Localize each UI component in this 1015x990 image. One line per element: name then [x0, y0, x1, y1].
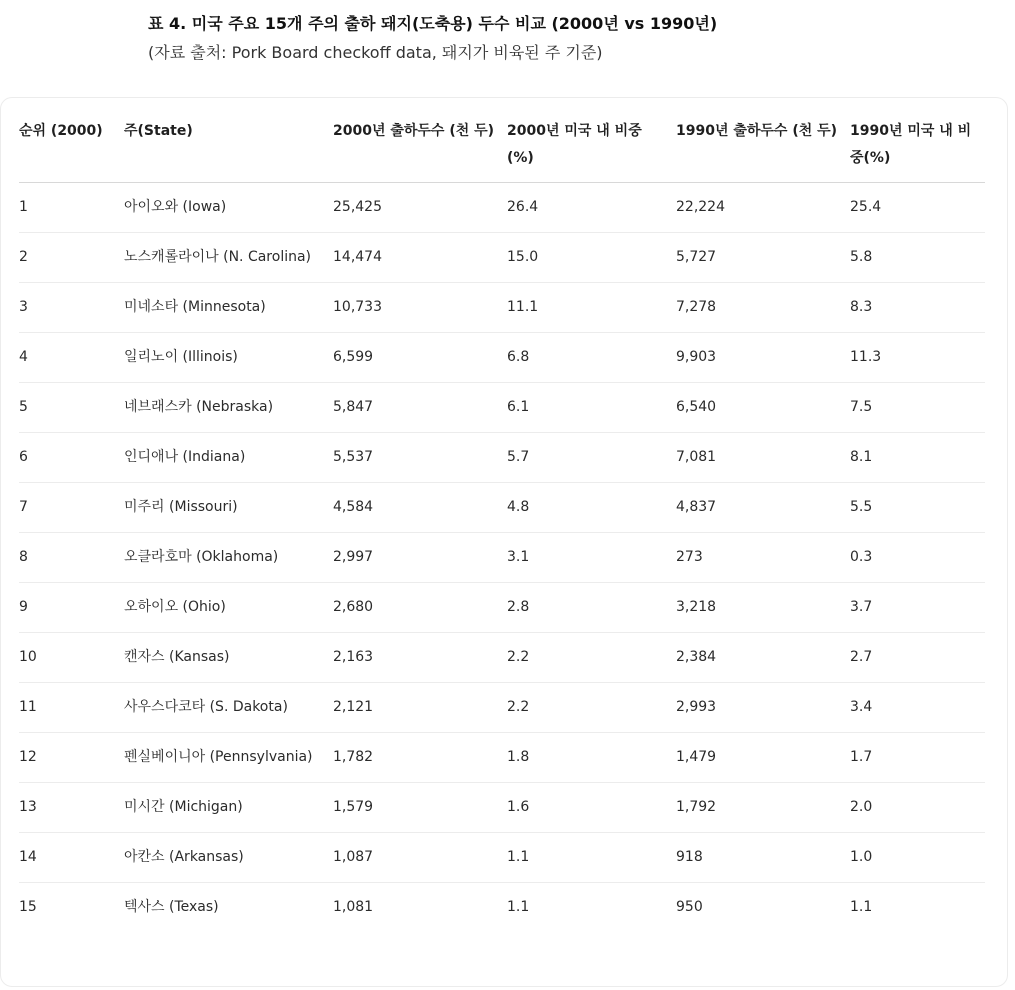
table-body — [19, 183, 985, 933]
cell-2000-count: 4,584 — [333, 483, 507, 533]
cell-1990-count: 918 — [676, 833, 850, 883]
cell-2000-count: 5,847 — [333, 383, 507, 433]
cell-2000-count: 2,163 — [333, 633, 507, 683]
cell-rank: 4 — [19, 333, 124, 383]
cell-state: 오하이오 (Ohio) — [124, 583, 333, 633]
table-row — [19, 633, 985, 683]
cell-rank: 12 — [19, 733, 124, 783]
cell-2000-count: 10,733 — [333, 283, 507, 333]
cell-2000-count: 5,537 — [333, 433, 507, 483]
cell-1990-count: 1,479 — [676, 733, 850, 783]
cell-2000-count: 1,081 — [333, 899, 374, 915]
cell-state: 사우스다코타 (S. Dakota) — [124, 683, 333, 733]
cell-2000-share: 1.1 — [507, 899, 530, 915]
table-row — [19, 483, 985, 533]
data-table — [19, 118, 985, 932]
cell-1990-count: 1,792 — [676, 783, 850, 833]
cell-state: 오클라호마 (Oklahoma) — [124, 533, 333, 583]
table-row — [19, 533, 985, 583]
cell-state: 미네소타 (Minnesota) — [124, 283, 333, 333]
table-caption — [148, 12, 717, 66]
cell-2000-share: 2.2 — [507, 683, 676, 733]
cell-1990-count: 7,278 — [676, 283, 850, 333]
table-row — [19, 583, 985, 633]
table-row — [19, 233, 985, 283]
cell-state: 노스캐롤라이나 (N. Carolina) — [124, 233, 333, 283]
cell-1990-count: 7,081 — [676, 433, 850, 483]
cell-1990-count: 2,993 — [676, 683, 850, 733]
cell-rank: 3 — [19, 283, 124, 333]
cell-state: 캔자스 (Kansas) — [124, 633, 333, 683]
header-1990-share: 1990년 미국 내 비중(%) — [850, 118, 985, 183]
cell-1990-share: 2.0 — [850, 783, 985, 833]
cell-1990-count: 22,224 — [676, 183, 850, 233]
cell-2000-share: 1.8 — [507, 733, 676, 783]
cell-2000-share: 5.7 — [507, 433, 676, 483]
cell-2000-count: 25,425 — [333, 183, 507, 233]
cell-rank: 7 — [19, 483, 124, 533]
table-row — [19, 183, 985, 233]
table-card — [0, 97, 1008, 987]
cell-1990-share: 5.8 — [850, 233, 985, 283]
cell-rank: 1 — [19, 183, 124, 233]
cell-2000-count: 2,997 — [333, 533, 507, 583]
cell-1990-count: 3,218 — [676, 583, 850, 633]
cell-rank: 5 — [19, 383, 124, 433]
cell-1990-share: 3.7 — [850, 583, 985, 633]
cell-1990-count: 6,540 — [676, 383, 850, 433]
header-rank: 순위 (2000) — [19, 118, 124, 183]
cell-rank: 8 — [19, 533, 124, 583]
cell-rank: 6 — [19, 433, 124, 483]
header-1990-count: 1990년 출하두수 (천 두) — [676, 118, 850, 183]
header-row — [19, 118, 985, 183]
cell-2000-count: 14,474 — [333, 233, 507, 283]
header-2000-count: 2000년 출하두수 (천 두) — [333, 118, 507, 183]
table-source: (자료 출처: Pork Board checkoff data, 돼지가 비육된 주 기준) — [148, 43, 603, 62]
cell-rank: 11 — [19, 683, 124, 733]
cell-1990-share: 11.3 — [850, 333, 985, 383]
cell-1990-count: 9,903 — [676, 333, 850, 383]
cell-2000-share: 6.1 — [507, 383, 676, 433]
cell-rank: 9 — [19, 583, 124, 633]
cell-1990-share: 7.5 — [850, 383, 985, 433]
cell-1990-count: 950 — [676, 899, 703, 915]
cell-1990-share: 8.3 — [850, 283, 985, 333]
cell-state: 미주리 (Missouri) — [124, 483, 333, 533]
cell-state: 인디애나 (Indiana) — [124, 433, 333, 483]
header-2000-share: 2000년 미국 내 비중(%) — [507, 118, 676, 183]
cell-state: 일리노이 (Illinois) — [124, 333, 333, 383]
cell-2000-count: 6,599 — [333, 333, 507, 383]
table-row — [19, 383, 985, 433]
cell-2000-share: 2.2 — [507, 633, 676, 683]
cell-1990-share: 3.4 — [850, 683, 985, 733]
table-row — [19, 733, 985, 783]
cell-rank: 10 — [19, 633, 124, 683]
cell-1990-share: 5.5 — [850, 483, 985, 533]
cell-1990-share: 25.4 — [850, 183, 985, 233]
cell-1990-share: 0.3 — [850, 533, 985, 583]
cell-state: 네브래스카 (Nebraska) — [124, 383, 333, 433]
cell-2000-share: 11.1 — [507, 283, 676, 333]
cell-2000-share: 1.1 — [507, 833, 676, 883]
table-row — [19, 833, 985, 883]
cell-2000-share: 15.0 — [507, 233, 676, 283]
cell-2000-count: 2,121 — [333, 683, 507, 733]
cell-1990-share: 1.7 — [850, 733, 985, 783]
table-row — [19, 683, 985, 733]
cell-2000-share: 2.8 — [507, 583, 676, 633]
cell-state: 텍사스 (Texas) — [124, 899, 219, 915]
cell-rank: 2 — [19, 233, 124, 283]
table-row — [19, 783, 985, 833]
cell-state: 아이오와 (Iowa) — [124, 183, 333, 233]
cell-1990-share: 2.7 — [850, 633, 985, 683]
cell-2000-share: 4.8 — [507, 483, 676, 533]
cell-rank: 13 — [19, 783, 124, 833]
cell-state: 펜실베이니아 (Pennsylvania) — [124, 733, 333, 783]
header-state: 주(State) — [124, 118, 333, 183]
cell-2000-share: 3.1 — [507, 533, 676, 583]
cell-2000-share: 6.8 — [507, 333, 676, 383]
cell-1990-share: 1.1 — [850, 899, 873, 915]
cell-1990-count: 5,727 — [676, 233, 850, 283]
cell-2000-share: 26.4 — [507, 183, 676, 233]
cell-state: 미시간 (Michigan) — [124, 783, 333, 833]
cell-rank: 15 — [19, 899, 37, 915]
table-row — [19, 333, 985, 383]
table-title: 표 4. 미국 주요 15개 주의 출하 돼지(도축용) 두수 비교 (2000년 vs 1990년) — [148, 14, 718, 33]
table-row — [19, 283, 985, 333]
cell-1990-share: 8.1 — [850, 433, 985, 483]
cell-1990-count: 2,384 — [676, 633, 850, 683]
cell-1990-share: 1.0 — [850, 833, 985, 883]
cell-2000-count: 1,782 — [333, 733, 507, 783]
cell-1990-count: 4,837 — [676, 483, 850, 533]
cell-2000-share: 1.6 — [507, 783, 676, 833]
cell-rank: 14 — [19, 833, 124, 883]
table-row — [19, 883, 985, 933]
table-row — [19, 433, 985, 483]
cell-2000-count: 1,579 — [333, 783, 507, 833]
cell-2000-count: 1,087 — [333, 833, 507, 883]
cell-2000-count: 2,680 — [333, 583, 507, 633]
cell-state: 아칸소 (Arkansas) — [124, 833, 333, 883]
cell-1990-count: 273 — [676, 533, 850, 583]
